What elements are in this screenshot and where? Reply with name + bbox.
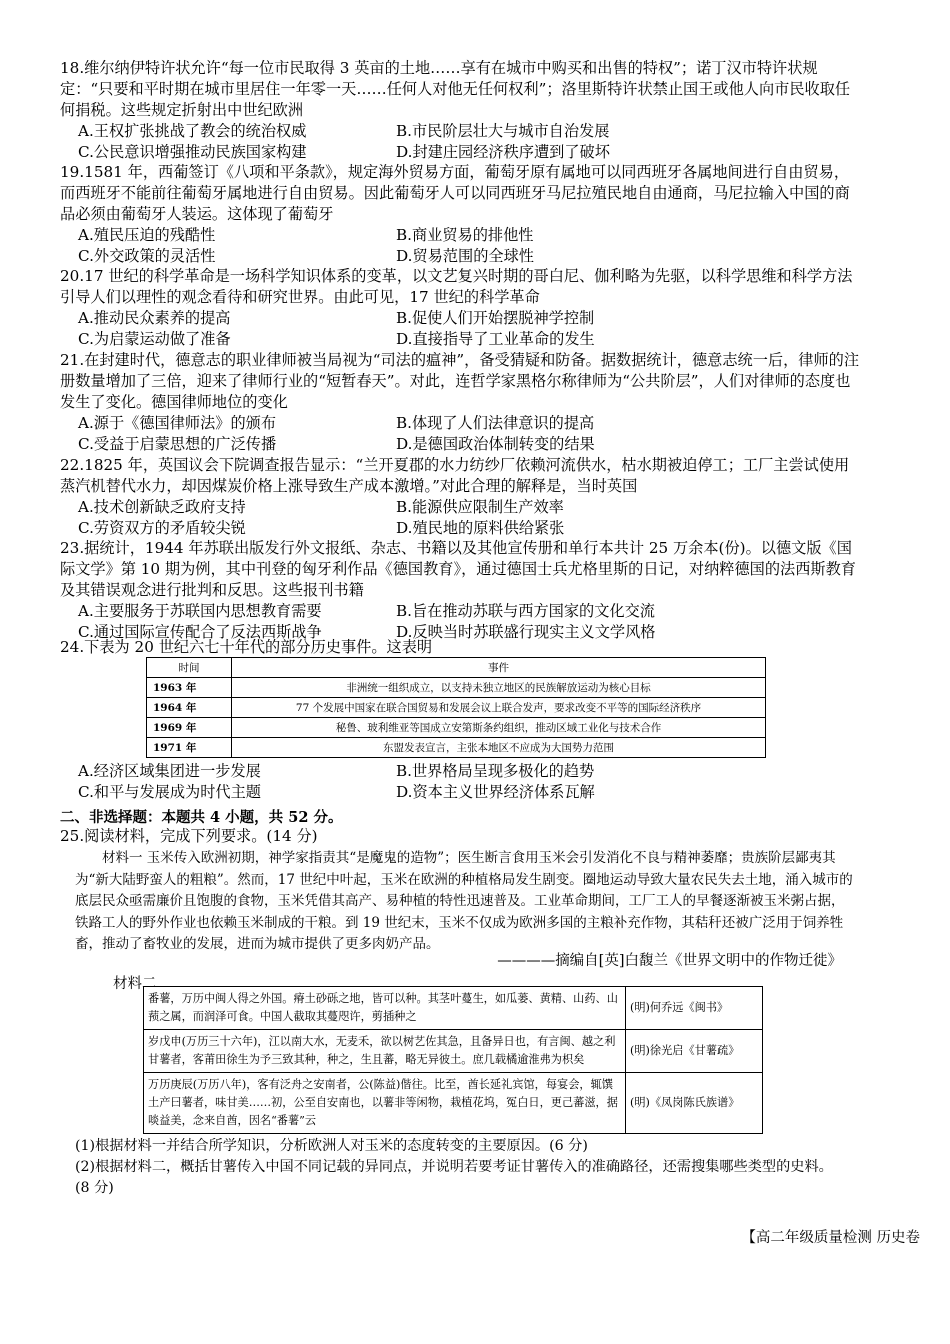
option-a: A.王权扩张挑战了教会的统治权威 [78, 122, 307, 140]
quote-source: (明)《凤岗陈氏族谱》 [626, 1073, 763, 1134]
option-b: B.商业贸易的排他性 [396, 226, 534, 244]
page-footer: 【高二年级质量检测 历史卷 [741, 1230, 920, 1246]
question-25-stem [60, 826, 860, 847]
option-a: A.主要服务于苏联国内思想教育需要 [78, 602, 322, 620]
column-header: 事件 [232, 658, 766, 678]
sub-question-1: (1)根据材料一并结合所学知识，分析欧洲人对玉米的态度转变的主要原因。(6 分) [75, 1138, 588, 1154]
question-20 [60, 266, 860, 350]
material-one-source: ————摘编自[英]白馥兰《世界文明中的作物迁徙》 [497, 953, 842, 969]
option-c: C.外交政策的灵活性 [78, 247, 216, 265]
options [60, 497, 860, 539]
question-22 [60, 455, 860, 539]
option-a: A.推动民众素养的提高 [78, 309, 231, 327]
question-stem: 23.据统计，1944 年苏联出版发行外文报纸、杂志、书籍以及其他宣传册和单行本共计 25 万余本(份)。以德文版《国际文学》第 10 期为例，其中刊登的匈牙利作品《德国教育》，通过德国士兵尤格里斯的日记，对纳粹德国的法西斯教育及其错误观念进行批判和反思。这些报刊书籍 [60, 539, 856, 599]
option-b: B.旨在推动苏联与西方国家的文化交流 [396, 602, 655, 620]
table-row [144, 1073, 763, 1134]
event-year: 1964 年 [147, 698, 232, 718]
table-header-row [147, 658, 766, 678]
option-a: A.技术创新缺乏政府支持 [78, 498, 246, 516]
options [60, 761, 860, 803]
options [60, 225, 860, 267]
sub-question-2-score: (8 分) [75, 1180, 114, 1196]
event-year: 1971 年 [147, 738, 232, 758]
option-b: B.体现了人们法律意识的提高 [396, 414, 595, 432]
option-c: C.劳资双方的矛盾较尖锐 [78, 519, 246, 537]
option-d: D.是德国政治体制转变的结果 [396, 435, 595, 453]
question-stem: 20.17 世纪的科学革命是一场科学知识体系的变革，以文艺复兴时期的哥白尼、伽利略为先驱，以科学思维和科学方法引导人们以理性的观念看待和研究世界。由此可见，17 世纪的科学革命 [60, 267, 853, 306]
question-stem: 22.1825 年，英国议会下院调查报告显示：“兰开夏郡的水力纺纱厂依赖河流供水，枯水期被迫停工；工厂主尝试使用蒸汽机替代水力，却因煤炭价格上涨导致生产成本激增。”对此合理的解释是，当时英国 [60, 456, 850, 495]
question-21 [60, 350, 860, 455]
question-24-stem [60, 637, 860, 658]
option-c: C.受益于启蒙思想的广泛传播 [78, 435, 277, 453]
table-row [144, 987, 763, 1030]
quote-source: (明)何乔远《闽书》 [626, 987, 763, 1030]
sub-question-2 [75, 1157, 875, 1199]
option-c: C.通过国际宣传配合了反法西斯战争 [78, 623, 322, 641]
table-row [147, 698, 766, 718]
material-two-label: 材料二 [113, 976, 157, 992]
question-stem: 21.在封建时代，德意志的职业律师被当局视为“司法的瘟神”，备受猜疑和防备。据数据统计，德意志统一后，律师的注册数量增加了三倍，迎来了律师行业的“短暂春天”。对此，连哲学家黑格尔称律师为“公共阶层”，人们对律师的态度也发生了变化。德国律师地位的变化 [60, 351, 860, 411]
question-stem: 24.下表为 20 世纪六七十年代的部分历史事件。这表明 [60, 638, 433, 656]
table-row [147, 738, 766, 758]
material-two-table [143, 986, 763, 1134]
options [60, 413, 860, 455]
question-stem: 25.阅读材料，完成下列要求。(14 分) [60, 827, 318, 845]
event-text: 东盟发表宣言，主张本地区不应成为大国势力范围 [232, 738, 766, 758]
question-stem: 18.维尔纳伊特许状允许“每一位市民取得 3 英亩的土地……享有在城市中购买和出售的特权”；诺丁汉市特许状规定：“只要和平时期在城市里居住一年零一天……任何人对他无任何权利”；洛里斯特许状禁止国王或他人向市民收取任何捐税。这些规定折射出中世纪欧洲 [60, 59, 851, 119]
options [60, 308, 860, 350]
option-b: B.世界格局呈现多极化的趋势 [396, 762, 595, 780]
option-c: C.和平与发展成为时代主题 [78, 783, 261, 801]
event-text: 77 个发展中国家在联合国贸易和发展会议上联合发声，要求改变不平等的国际经济秩序 [232, 698, 766, 718]
option-c: C.公民意识增强推动民族国家构建 [78, 143, 307, 161]
event-year: 1963 年 [147, 678, 232, 698]
section-heading: 二、非选择题：本题共 4 小题，共 52 分。 [60, 809, 343, 826]
option-a: A.经济区域集团进一步发展 [78, 762, 261, 780]
option-d: D.直接指导了工业革命的发生 [396, 330, 595, 348]
option-d: D.贸易范围的全球性 [396, 247, 534, 265]
option-b: B.能源供应限制生产效率 [396, 498, 564, 516]
option-d: D.封建庄园经济秩序遭到了破坏 [396, 143, 610, 161]
event-year: 1969 年 [147, 718, 232, 738]
event-text: 非洲统一组织成立，以支持未独立地区的民族解放运动为核心目标 [232, 678, 766, 698]
option-a: A.源于《德国律师法》的颁布 [78, 414, 277, 432]
question-19 [60, 162, 860, 267]
question-18 [60, 58, 860, 163]
quote-text: 万历庚辰(万历八年)，客有泛舟之安南者，公(陈益)偕往。比至，酋长延礼宾馆，每宴会，辄馔土产曰薯者，味甘美……初，公至自安南也，以薯非等闲物，栽植花坞，冤白日，更己蕃滋，据啖益美，念来自酋，因名“番薯”云 [144, 1073, 626, 1134]
options [60, 121, 860, 163]
quote-source: (明)徐光启《甘薯疏》 [626, 1030, 763, 1073]
option-d: D.殖民地的原料供给紧张 [396, 519, 565, 537]
event-text: 秘鲁、玻利维亚等国成立安第斯条约组织，推动区域工业化与技术合作 [232, 718, 766, 738]
column-header: 时间 [147, 658, 232, 678]
option-c: C.为启蒙运动做了准备 [78, 330, 231, 348]
material-one: 材料一 玉米传入欧洲初期，神学家指责其“是魔鬼的造物”；医生断言食用玉米会引发消化不良与精神萎靡；贵族阶层鄙夷其为“新大陆野蛮人的粗粮”。然而，17 世纪中叶起，玉米在欧洲的种植格局发生剧变。圈地运动导致大量农民失去土地，涌入城市的底层民众亟需廉价且饱腹的食物，玉米凭借其高产、易种植的特性迅速普及。工业革命期间，工厂工人的早餐逐渐被玉米粥占据，铁路工人的野外作业也依赖玉米制成的干粮。到 19 世纪末，玉米不仅成为欧洲多国的主粮补充作物，其秸秆还被广泛用于饲养牲畜，推动了畜牧业的发展，进而为城市提供了更多肉奶产品。 [75, 850, 853, 952]
option-b: B.市民阶层壮大与城市自治发展 [396, 122, 610, 140]
question-24-options [60, 761, 860, 803]
table-row [147, 678, 766, 698]
option-a: A.殖民压迫的残酷性 [78, 226, 216, 244]
table-row [144, 1030, 763, 1073]
question-stem: 19.1581 年，西葡签订《八项和平条款》，规定海外贸易方面，葡萄牙原有属地可以同西班牙各属地间进行自由贸易，而西班牙不能前往葡萄牙属地进行自由贸易。因此葡萄牙人可以同西班牙马尼拉殖民地自由通商，马尼拉输入中国的商品必须由葡萄牙人装运。这体现了葡萄牙 [60, 163, 850, 223]
table-row [147, 718, 766, 738]
quote-text: 番薯，万历中闽人得之外国。瘠土砂砾之地，皆可以种。其茎叶蔓生，如瓜蒌、黄精、山药、山蓣之属，而润泽可食。中国人截取其蔓咫许，剪插种之 [144, 987, 626, 1030]
option-d: D.资本主义世界经济体系瓦解 [396, 783, 595, 801]
question-23 [60, 538, 860, 643]
quote-text: 岁戊申(万历三十六年)，江以南大水，无麦禾，欲以树艺佐其急，且备异日也，有言闽、越之利甘薯者，客莆田徐生为予三致其种，种之，生且蕃，略无异彼土。庶几载橘逾淮弗为枳矣 [144, 1030, 626, 1073]
events-table [146, 657, 766, 758]
option-d: D.反映当时苏联盛行现实主义文学风格 [396, 623, 656, 641]
option-b: B.促使人们开始摆脱神学控制 [396, 309, 595, 327]
sub-question-2-text: (2)根据材料二，概括甘薯传入中国不同记载的异同点，并说明若要考证甘薯传入的准确路径，还需搜集哪些类型的史料。 [75, 1159, 833, 1175]
